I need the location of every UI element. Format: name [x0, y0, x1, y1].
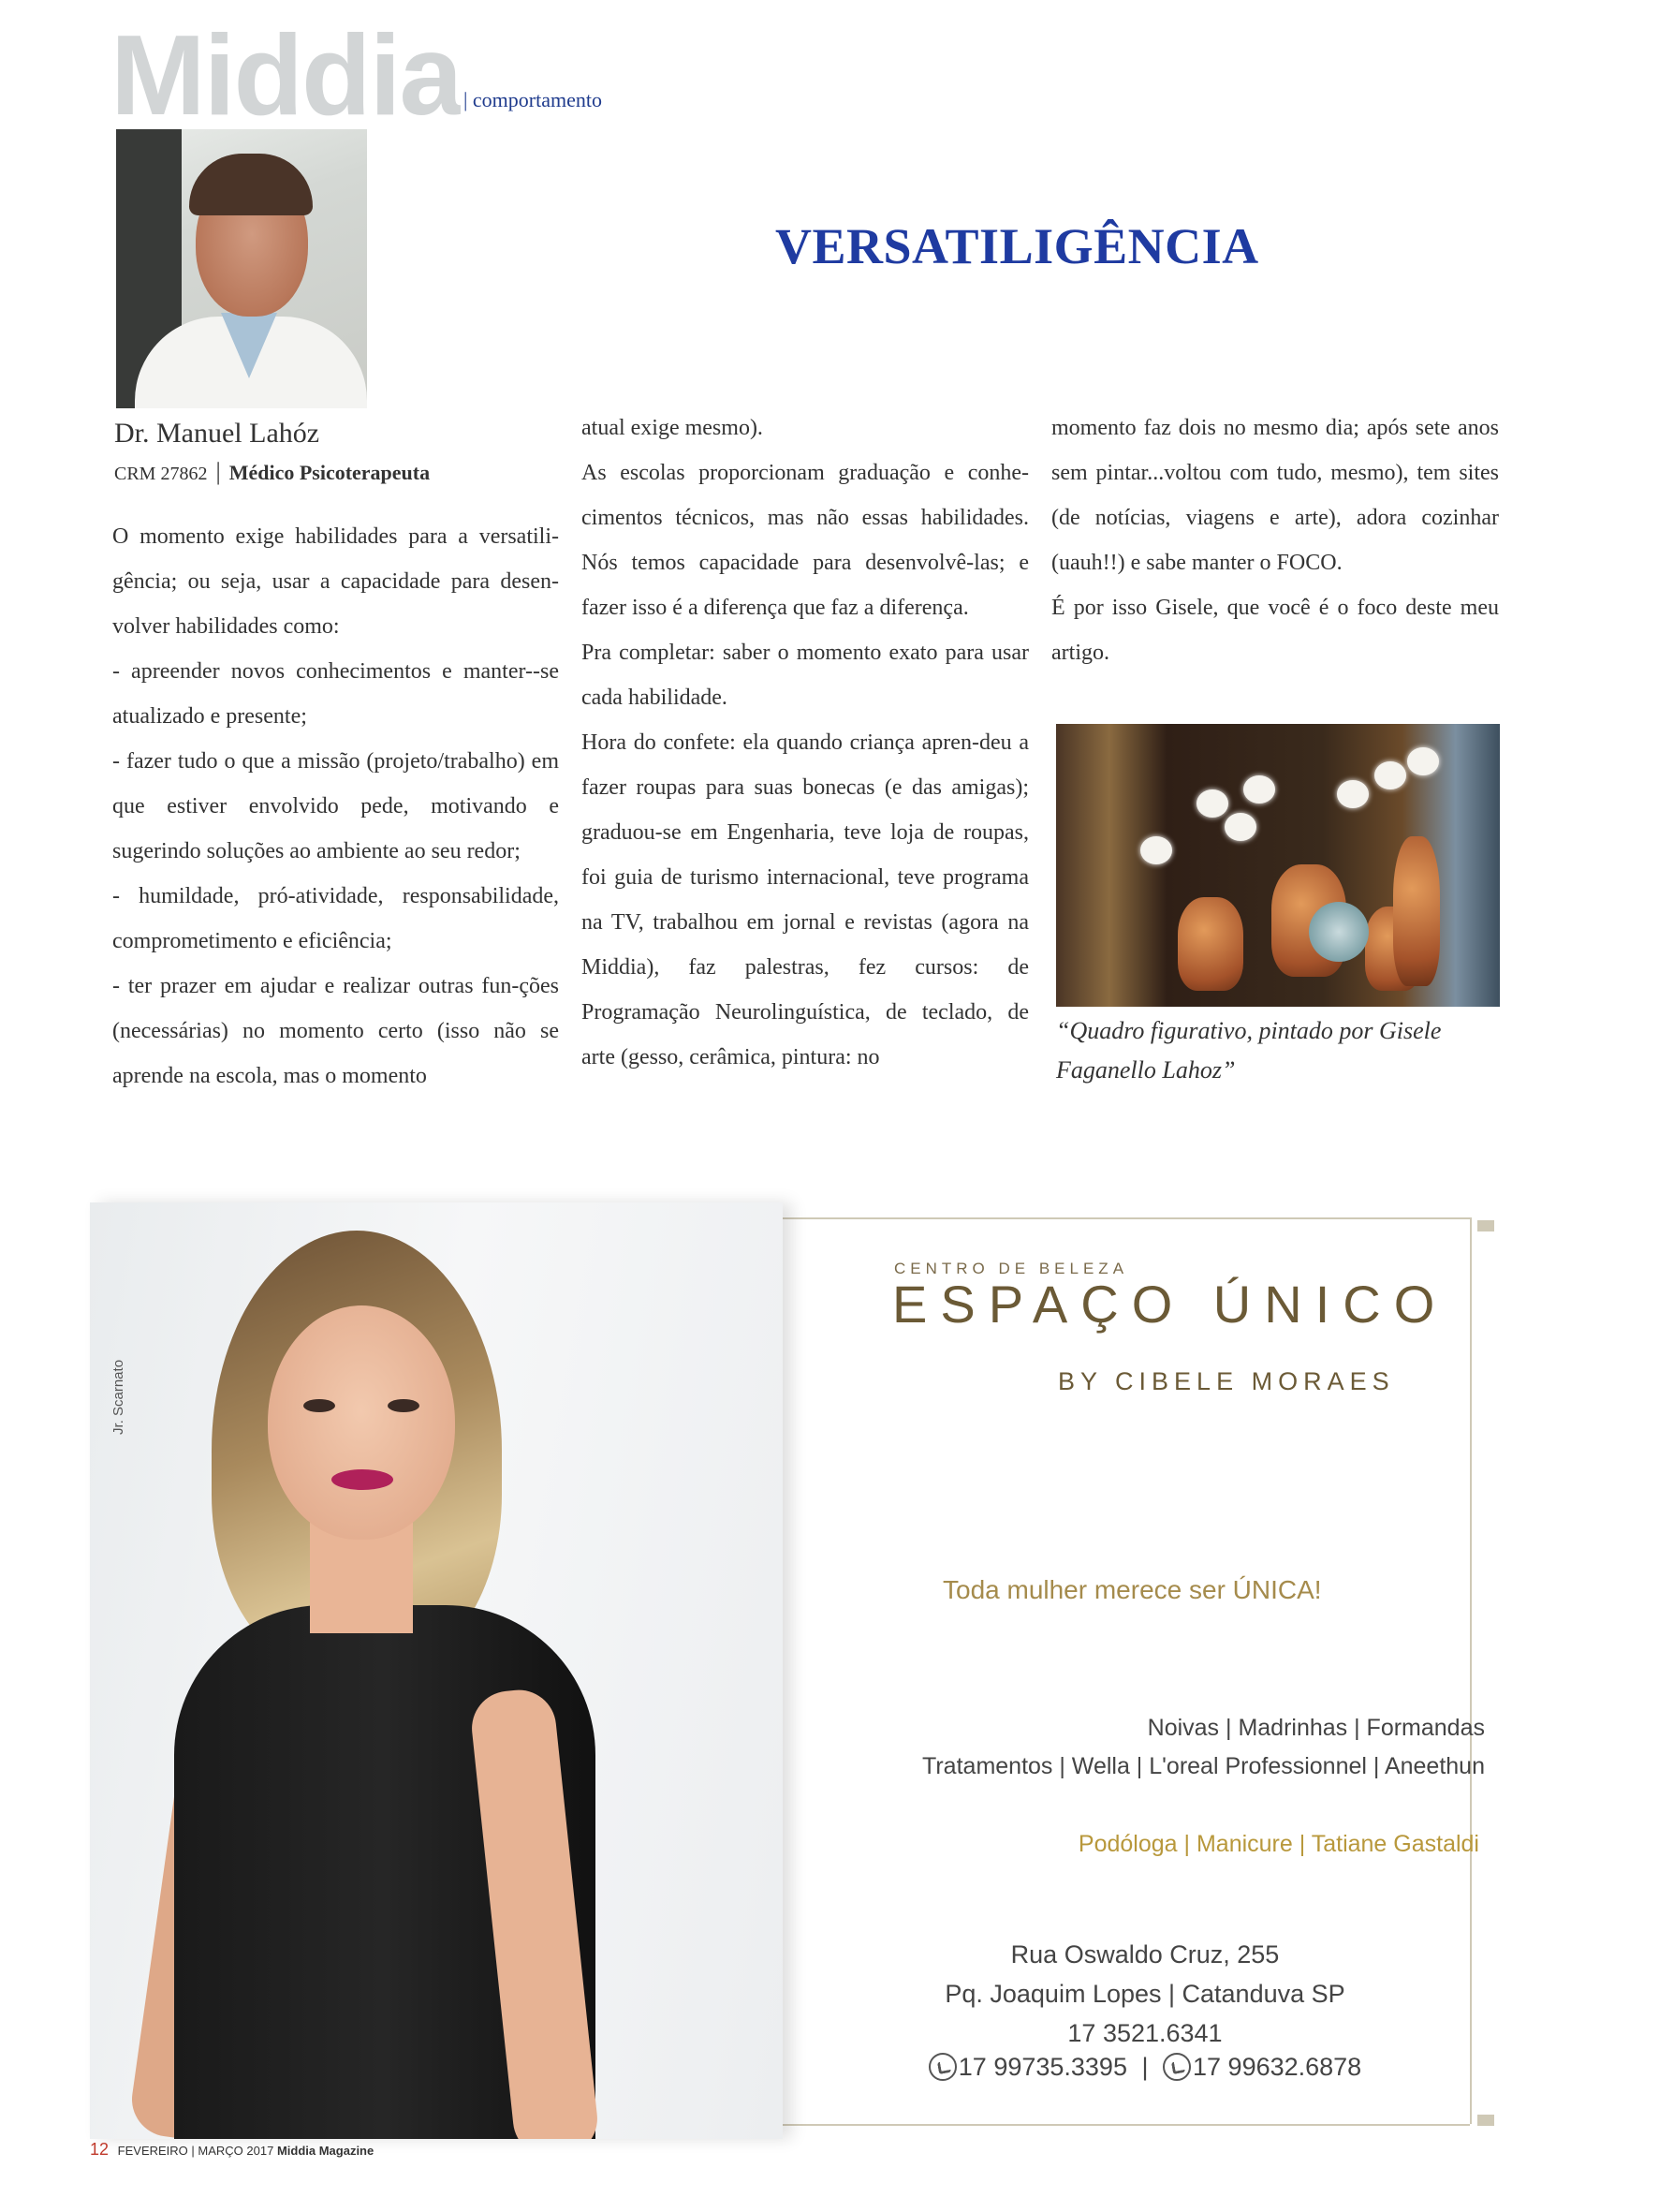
whatsapp-icon [929, 2053, 957, 2081]
phone-separator: | [1141, 2053, 1149, 2081]
paragraph: É por isso Gisele, que você é o foco deste meu artigo. [1051, 596, 1499, 665]
whatsapp-number: 17 99735.3395 [958, 2053, 1127, 2081]
address-line: Pq. Joaquim Lopes | Catanduva SP [945, 1980, 1345, 2008]
author-role: Médico Psicoterapeuta [228, 461, 431, 484]
paragraph: As escolas proporcionam graduação e conhe-cimentos técnicos, mas não essas habilidades. Nós temos capacidade para desenvolvê-las; e fazer isso é a diferença que faz a diferença. [581, 461, 1029, 620]
ad-extra-services: Podóloga | Manicure | Tatiane Gastaldi [1078, 1831, 1479, 1857]
author-credentials [114, 458, 430, 486]
ad-services: Tratamentos | Wella | L'oreal Professionnel | Aneethun [922, 1753, 1485, 1779]
painting-caption [1056, 1011, 1441, 1090]
paragraph: O momento exige habilidades para a versatili-gência; ou seja, usar a capacidade para desen-volver habilidades como: [112, 524, 559, 639]
article-column-1 [112, 514, 559, 1099]
whatsapp-icon [1163, 2053, 1191, 2081]
author-name: Dr. Manuel Lahóz [114, 418, 320, 449]
paragraph: - ter prazer em ajudar e realizar outras fun-ções (necessárias) no momento certo (isso não se aprende na escola, mas o momento [112, 974, 559, 1088]
model-photo [90, 1202, 783, 2139]
ad-brand-name: ESPAÇO ÚNICO [892, 1275, 1448, 1334]
paragraph: - fazer tudo o que a missão (projeto/trabalho) em que estiver envolvido pede, motivando e sugerindo soluções ao ambiente ao seu redor; [112, 749, 559, 863]
painting-image [1056, 724, 1500, 1007]
paragraph: momento faz dois no mesmo dia; após sete anos sem pintar...voltou com tudo, mesmo), tem sites (de notícias, viagens e arte), adora cozinhar (uauh!!) e sabe manter o FOCO. [1051, 416, 1499, 575]
paragraph: - apreender novos conhecimentos e manter--se atualizado e presente; [112, 659, 559, 729]
paragraph: - humildade, pró-atividade, responsabilidade, comprometimento e eficiência; [112, 884, 559, 953]
page-number: 12 [90, 2140, 110, 2159]
author-separator: | [215, 458, 221, 485]
address-line: Rua Oswaldo Cruz, 255 [1010, 1940, 1280, 1969]
phone-number: 17 3521.6341 [1067, 2019, 1223, 2047]
ad-kicker: CENTRO DE BELEZA [894, 1260, 1129, 1277]
magazine-logo: Middia [110, 26, 462, 116]
article-column-3 [1051, 406, 1499, 675]
article-title: VERSATILIGÊNCIA [775, 218, 1259, 274]
caption-line: “Quadro figurativo, pintado por Gisele [1056, 1017, 1442, 1044]
author-crm: CRM 27862 [114, 464, 208, 484]
paragraph: Hora do confete: ela quando criança apren-deu a fazer roupas para suas bonecas (e das amigas); graduou-se em Engenharia, teve loja de roupas, foi guia de turismo internacional, teve programa na TV, trabalhou em jornal e revistas (agora na Middia), faz palestras, fez cursos: de Programação Neurolinguística, de teclado, de arte (gesso, cerâmica, pintura: no [581, 730, 1029, 1069]
page-footer [90, 2140, 374, 2160]
ad-whatsapp-numbers [888, 2053, 1402, 2082]
paragraph: Pra completar: saber o momento exato para usar cada habilidade. [581, 641, 1029, 710]
issue-date: FEVEREIRO | MARÇO 2017 [117, 2144, 274, 2158]
author-photo [116, 129, 367, 408]
section-label: | comportamento [463, 88, 602, 111]
article-column-2 [581, 406, 1029, 1080]
paragraph: atual exige mesmo). [581, 416, 763, 440]
footer-magazine: Middia Magazine [276, 2144, 374, 2158]
ad-services: Noivas | Madrinhas | Formandas [1147, 1715, 1485, 1741]
ad-address [888, 1935, 1402, 2053]
caption-line: Faganello Lahoz” [1056, 1056, 1236, 1084]
photo-credit: Jr. Scarnato [110, 1359, 126, 1435]
ad-byline: BY CIBELE MORAES [1058, 1367, 1395, 1395]
whatsapp-number: 17 99632.6878 [1193, 2053, 1362, 2081]
ad-slogan: Toda mulher merece ser ÚNICA! [943, 1575, 1322, 1604]
